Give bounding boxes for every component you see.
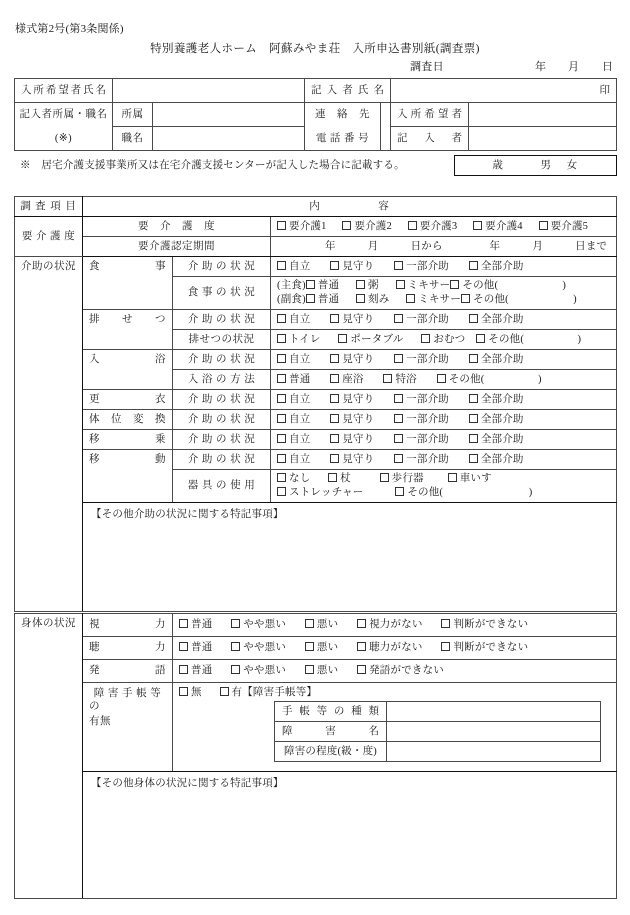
col-header-content: 内 容 bbox=[83, 197, 617, 217]
bathing-method-1: 普通 bbox=[289, 373, 311, 385]
row-label-bathing-cont bbox=[83, 370, 173, 390]
staple-prefix: (主食) bbox=[277, 279, 306, 291]
table-row bbox=[15, 350, 617, 370]
footnote-text: ※ 居宅介護支援事業所又は在宅介護支援センターが記入した場合に記載する。 bbox=[20, 159, 405, 171]
side-opt-4: その他( ) bbox=[473, 294, 577, 305]
position-label: 職名 bbox=[113, 127, 153, 151]
bathing-method-2: 座浴 bbox=[342, 373, 364, 385]
checkbox-care3[interactable] bbox=[408, 221, 417, 230]
form-number: 様式第2号(第3条関係) bbox=[15, 23, 124, 35]
bathing-method-4: その他( ) bbox=[448, 373, 542, 385]
table-row bbox=[15, 197, 617, 217]
table-row bbox=[15, 450, 617, 470]
excretion-status-label: 介 助 の 状 況 bbox=[173, 310, 271, 330]
checkbox-repositioning-independent[interactable] bbox=[277, 414, 286, 423]
checkbox-equip-cane[interactable] bbox=[328, 473, 337, 482]
bathing-assistance-options[interactable] bbox=[271, 350, 617, 370]
excretion-condition-label: 排せつの状況 bbox=[173, 330, 271, 350]
checkbox-diaper[interactable] bbox=[421, 334, 430, 343]
speech-opt-3: 悪い bbox=[316, 665, 339, 677]
writer-affiliation-label: 記入者所属・職名 bbox=[15, 103, 113, 127]
checkbox-meal-watch[interactable] bbox=[330, 261, 339, 270]
transfer-opt-2: 見守り bbox=[342, 433, 375, 445]
vision-opt-1: 普通 bbox=[191, 619, 213, 631]
equip-opt-4: 車いす bbox=[459, 472, 492, 484]
care-level-row-label: 要 介 護 度 bbox=[83, 217, 271, 237]
disability-degree-label: 障害の程度(級・度) bbox=[275, 742, 387, 762]
checkbox-vision-bad[interactable] bbox=[305, 619, 314, 628]
row-label-hearing: 聴 力 bbox=[83, 637, 173, 660]
contact-writer-label: 記 入 者 bbox=[391, 127, 469, 151]
row-label-speech: 発 語 bbox=[83, 660, 173, 683]
checkbox-excretion-full[interactable] bbox=[469, 314, 478, 323]
staple-food-line[interactable] bbox=[277, 279, 616, 293]
checkbox-disability-has[interactable] bbox=[220, 687, 229, 696]
checkbox-staple-mixer[interactable] bbox=[396, 280, 405, 289]
contact-spacer-2 bbox=[381, 127, 391, 151]
transfer-opt-3: 一部介助 bbox=[406, 433, 449, 445]
survey-date-label: 調査日 bbox=[410, 61, 444, 73]
checkbox-excretion-other[interactable] bbox=[476, 334, 485, 343]
survey-main-table bbox=[14, 196, 617, 612]
excretion-cond-4: その他( ) bbox=[488, 333, 582, 345]
checkbox-staple-other[interactable] bbox=[450, 280, 459, 289]
checkbox-transfer-full[interactable] bbox=[469, 434, 478, 443]
vision-options[interactable] bbox=[173, 614, 617, 637]
vision-opt-3: 悪い bbox=[316, 619, 339, 631]
female-label: 女 bbox=[566, 159, 578, 171]
mobility-status-label: 介 助 の 状 況 bbox=[173, 450, 271, 470]
excretion-cond-1: トイレ bbox=[289, 333, 321, 345]
staple-opt-4: その他( ) bbox=[462, 279, 567, 291]
col-header-item: 調 査 項 目 bbox=[15, 197, 83, 217]
checkbox-equip-walker[interactable] bbox=[380, 473, 389, 482]
checkbox-meal-independent[interactable] bbox=[277, 261, 286, 270]
checkbox-excretion-watch[interactable] bbox=[330, 314, 339, 323]
side-opt-2: 刻み bbox=[368, 294, 390, 305]
meal-condition-options[interactable] bbox=[271, 277, 617, 310]
transfer-assistance-options[interactable] bbox=[271, 430, 617, 450]
mobility-opt-4: 全部介助 bbox=[480, 453, 524, 465]
section-physical: 身体の状況 bbox=[15, 614, 83, 899]
checkbox-hearing-undetermined[interactable] bbox=[441, 642, 450, 651]
side-food-line[interactable] bbox=[277, 293, 616, 307]
contact-applicant-label: 入所希望者 bbox=[391, 103, 469, 127]
equipment-line-1[interactable] bbox=[277, 472, 616, 486]
checkbox-speech-normal[interactable] bbox=[179, 665, 188, 674]
equipment-options[interactable] bbox=[271, 470, 617, 503]
dressing-assistance-options[interactable] bbox=[271, 390, 617, 410]
checkbox-mobility-full[interactable] bbox=[469, 454, 478, 463]
checkbox-meal-full[interactable] bbox=[469, 261, 478, 270]
row-label-repositioning: 体 位 変 換 bbox=[83, 410, 173, 430]
checkbox-vision-slightly-bad[interactable] bbox=[231, 619, 240, 628]
table-row bbox=[275, 722, 601, 742]
checkbox-speech-none[interactable] bbox=[357, 665, 366, 674]
checkbox-equip-none[interactable] bbox=[277, 473, 286, 482]
checkbox-side-mixer[interactable] bbox=[406, 294, 415, 303]
table-row bbox=[15, 430, 617, 450]
transfer-status-label: 介 助 の 状 況 bbox=[173, 430, 271, 450]
position-field[interactable] bbox=[153, 127, 305, 151]
table-row bbox=[15, 310, 617, 330]
meal-assistance-options[interactable] bbox=[271, 257, 617, 277]
checkbox-bathing-independent[interactable] bbox=[277, 354, 286, 363]
age-label: 歳 bbox=[492, 159, 504, 171]
checkbox-vision-undetermined[interactable] bbox=[441, 619, 450, 628]
checkbox-hearing-normal[interactable] bbox=[179, 642, 188, 651]
male-label: 男 bbox=[540, 159, 552, 171]
disability-label-line1: 障 害 手 帳 等 の bbox=[89, 688, 162, 713]
contact-spacer bbox=[381, 103, 391, 127]
checkbox-bathing-partial[interactable] bbox=[394, 354, 403, 363]
meal-opt-2: 見守り bbox=[342, 260, 375, 272]
checkbox-speech-slightly-bad[interactable] bbox=[231, 665, 240, 674]
page-title: 特別養護老人ホーム 阿蘇みやま荘 入所申込書別紙(調査票) bbox=[150, 43, 480, 55]
transfer-opt-1: 自立 bbox=[289, 433, 311, 445]
dressing-opt-3: 一部介助 bbox=[406, 393, 449, 405]
equip-opt-1: なし bbox=[289, 472, 311, 484]
table-row bbox=[15, 79, 617, 103]
affiliation-label: 所属 bbox=[113, 103, 153, 127]
repositioning-opt-3: 一部介助 bbox=[406, 413, 449, 425]
table-row bbox=[15, 614, 617, 637]
row-label-transfer: 移 乗 bbox=[83, 430, 173, 450]
repositioning-opt-4: 全部介助 bbox=[480, 413, 524, 425]
checkbox-hearing-none[interactable] bbox=[357, 642, 366, 651]
disability-type-field[interactable] bbox=[387, 702, 601, 722]
survey-date-month: 月 bbox=[568, 61, 579, 73]
meal-opt-1: 自立 bbox=[289, 260, 311, 272]
checkbox-dressing-full[interactable] bbox=[469, 394, 478, 403]
disability-label-line2: 有無 bbox=[89, 716, 111, 728]
checkbox-staple-porridge[interactable] bbox=[356, 280, 365, 289]
side-prefix: (副食) bbox=[277, 294, 306, 305]
speech-opt-2: やや悪い bbox=[243, 665, 287, 677]
excretion-condition-options[interactable] bbox=[271, 330, 617, 350]
checkbox-transfer-watch[interactable] bbox=[330, 434, 339, 443]
table-row bbox=[15, 410, 617, 430]
equip-opt-5: ストレッチャー bbox=[289, 487, 364, 498]
hearing-options[interactable] bbox=[173, 637, 617, 660]
disability-type-label: 手 帳 等 の 種 類 bbox=[275, 702, 387, 722]
table-row bbox=[15, 470, 617, 503]
table-row bbox=[15, 772, 617, 899]
bathing-method-label: 入 浴 の 方 法 bbox=[173, 370, 271, 390]
assistance-notes-box[interactable]: 【その他介助の状況に関する特記事項】 bbox=[83, 503, 617, 612]
care-level-options[interactable] bbox=[271, 217, 617, 237]
vision-opt-2: やや悪い bbox=[243, 619, 287, 631]
bathing-status-label: 介 助 の 状 況 bbox=[173, 350, 271, 370]
contact-label-line1: 連 絡 先 bbox=[305, 103, 381, 127]
excretion-cond-3: おむつ bbox=[433, 333, 466, 345]
checkbox-mobility-independent[interactable] bbox=[277, 454, 286, 463]
disability-opt-has: 有【障害手帳等】 bbox=[231, 687, 318, 698]
bathing-opt-1: 自立 bbox=[289, 353, 311, 365]
row-label-disability bbox=[83, 683, 173, 772]
checkbox-vision-none[interactable] bbox=[357, 619, 366, 628]
row-label-mobility: 移 動 bbox=[83, 450, 173, 470]
table-row bbox=[15, 330, 617, 350]
applicant-header-table bbox=[14, 78, 617, 151]
meal-status-label: 介 助 の 状 況 bbox=[173, 257, 271, 277]
vision-opt-4: 視力がない bbox=[369, 619, 423, 631]
table-row bbox=[15, 277, 617, 310]
checkbox-hearing-bad[interactable] bbox=[305, 642, 314, 651]
checkbox-care4[interactable] bbox=[473, 221, 482, 230]
checkbox-disability-none[interactable] bbox=[179, 687, 188, 696]
checkbox-repositioning-full[interactable] bbox=[469, 414, 478, 423]
row-label-bathing: 入 浴 bbox=[83, 350, 173, 370]
mobility-opt-3: 一部介助 bbox=[406, 453, 449, 465]
applicant-name-label: 入所希望者氏名 bbox=[15, 79, 113, 103]
speech-options[interactable] bbox=[173, 660, 617, 683]
hearing-opt-1: 普通 bbox=[191, 642, 213, 654]
checkbox-dressing-independent[interactable] bbox=[277, 394, 286, 403]
table-row bbox=[15, 127, 617, 151]
care-level-option-3: 要介護3 bbox=[419, 220, 458, 232]
checkbox-hearing-slightly-bad[interactable] bbox=[231, 642, 240, 651]
vision-opt-5: 判断ができない bbox=[453, 619, 529, 631]
repositioning-opt-1: 自立 bbox=[289, 413, 311, 425]
checkbox-side-other[interactable] bbox=[461, 294, 470, 303]
checkbox-excretion-partial[interactable] bbox=[394, 314, 403, 323]
bathing-opt-2: 見守り bbox=[342, 353, 375, 365]
bathing-method-3: 特浴 bbox=[395, 373, 417, 385]
checkbox-repositioning-partial[interactable] bbox=[394, 414, 403, 423]
checkbox-vision-normal[interactable] bbox=[179, 619, 188, 628]
checkbox-care5[interactable] bbox=[539, 221, 548, 230]
staple-opt-2: 粥 bbox=[368, 279, 379, 291]
table-row bbox=[275, 702, 601, 722]
checkbox-dressing-partial[interactable] bbox=[394, 394, 403, 403]
excretion-opt-4: 全部介助 bbox=[480, 313, 524, 325]
care-period-field[interactable] bbox=[271, 237, 617, 257]
side-opt-3: ミキサー bbox=[418, 294, 462, 305]
dressing-opt-2: 見守り bbox=[342, 393, 375, 405]
hearing-opt-3: 悪い bbox=[316, 642, 339, 654]
care-level-option-5: 要介護5 bbox=[550, 220, 589, 232]
dressing-status-label: 介 助 の 状 況 bbox=[173, 390, 271, 410]
repositioning-assistance-options[interactable] bbox=[271, 410, 617, 430]
excretion-cond-2: ポータブル bbox=[350, 333, 404, 345]
care-level-option-2: 要介護2 bbox=[354, 220, 392, 232]
row-label-excretion: 排 せ つ bbox=[83, 310, 173, 330]
age-gender-box[interactable] bbox=[454, 156, 616, 176]
speech-opt-4: 発語ができない bbox=[369, 665, 445, 677]
equip-opt-6: その他( ) bbox=[407, 487, 533, 498]
meal-condition-label: 食 事 の 状 況 bbox=[173, 277, 271, 310]
hearing-opt-2: やや悪い bbox=[243, 642, 287, 654]
care-level-option-4: 要介護4 bbox=[485, 220, 523, 232]
transfer-opt-4: 全部介助 bbox=[480, 433, 524, 445]
affiliation-field[interactable] bbox=[153, 103, 305, 127]
bathing-opt-4: 全部介助 bbox=[480, 353, 524, 365]
disability-opt-none: 無 bbox=[191, 687, 202, 698]
disability-detail-table bbox=[274, 701, 601, 762]
table-row bbox=[15, 370, 617, 390]
survey-date-year: 年 bbox=[535, 61, 546, 73]
bathing-method-options[interactable] bbox=[271, 370, 617, 390]
table-row bbox=[14, 156, 616, 176]
row-label-vision: 視 力 bbox=[83, 614, 173, 637]
meal-opt-4: 全部介助 bbox=[480, 260, 524, 272]
checkbox-bathing-watch[interactable] bbox=[330, 354, 339, 363]
repositioning-status-label: 介 助 の 状 況 bbox=[173, 410, 271, 430]
table-row bbox=[15, 103, 617, 127]
table-row bbox=[15, 390, 617, 410]
meal-opt-3: 一部介助 bbox=[406, 260, 449, 272]
contact-applicant-field[interactable] bbox=[469, 103, 617, 127]
table-row bbox=[275, 742, 601, 762]
mobility-opt-1: 自立 bbox=[289, 453, 311, 465]
repositioning-opt-2: 見守り bbox=[342, 413, 375, 425]
writer-affiliation-sub: (※) bbox=[15, 127, 113, 151]
checkbox-bath-other[interactable] bbox=[437, 374, 446, 383]
row-label-mobility-cont bbox=[83, 470, 173, 503]
excretion-assistance-options[interactable] bbox=[271, 310, 617, 330]
staple-opt-1: 普通 bbox=[317, 279, 340, 291]
disability-name-label: 障 害 名 bbox=[275, 722, 387, 742]
contact-writer-field[interactable] bbox=[469, 127, 617, 151]
excretion-opt-1: 自立 bbox=[289, 313, 311, 325]
section-care-level: 要 介 護 度 bbox=[15, 217, 83, 257]
excretion-opt-3: 一部介助 bbox=[406, 313, 449, 325]
survey-date-day: 日 bbox=[602, 61, 613, 73]
checkbox-bath-special[interactable] bbox=[383, 374, 392, 383]
physical-notes-box[interactable]: 【その他身体の状況に関する特記事項】 bbox=[83, 772, 617, 899]
care-period-from: 年 月 日から bbox=[325, 240, 443, 252]
equipment-line-2[interactable] bbox=[277, 486, 616, 500]
equip-opt-2: 杖 bbox=[340, 472, 351, 484]
checkbox-staple-normal[interactable] bbox=[306, 280, 315, 289]
note-row-table bbox=[14, 155, 617, 176]
checkbox-dressing-watch[interactable] bbox=[330, 394, 339, 403]
writer-name-field[interactable]: 印 bbox=[391, 79, 617, 103]
row-label-dressing: 更 衣 bbox=[83, 390, 173, 410]
row-label-meal-cont bbox=[83, 277, 173, 310]
checkbox-speech-bad[interactable] bbox=[305, 665, 314, 674]
side-opt-1: 普通 bbox=[317, 294, 340, 305]
checkbox-toilet[interactable] bbox=[277, 334, 286, 343]
equip-opt-3: 歩行器 bbox=[391, 472, 424, 484]
checkbox-care1[interactable] bbox=[277, 221, 286, 230]
mobility-opt-2: 見守り bbox=[342, 453, 375, 465]
row-label-excretion-cont bbox=[83, 330, 173, 350]
speech-opt-1: 普通 bbox=[191, 665, 213, 677]
disability-degree-field[interactable] bbox=[387, 742, 601, 762]
care-period-to: 年 月 日まで bbox=[489, 240, 608, 252]
checkbox-care2[interactable] bbox=[342, 221, 351, 230]
applicant-name-field[interactable] bbox=[113, 79, 305, 103]
table-row bbox=[15, 637, 617, 660]
checkbox-transfer-partial[interactable] bbox=[394, 434, 403, 443]
care-level-option-1: 要介護1 bbox=[289, 220, 327, 232]
checkbox-repositioning-watch[interactable] bbox=[330, 414, 339, 423]
checkbox-bath-sitting[interactable] bbox=[330, 374, 339, 383]
checkbox-bath-normal[interactable] bbox=[277, 374, 286, 383]
checkbox-side-normal[interactable] bbox=[306, 294, 315, 303]
checkbox-equip-wheelchair[interactable] bbox=[448, 473, 457, 482]
dressing-opt-4: 全部介助 bbox=[480, 393, 524, 405]
checkbox-mobility-watch[interactable] bbox=[330, 454, 339, 463]
checkbox-transfer-independent[interactable] bbox=[277, 434, 286, 443]
checkbox-excretion-independent[interactable] bbox=[277, 314, 286, 323]
section-assistance: 介助の状況 bbox=[15, 257, 83, 612]
row-label-meal: 食 事 bbox=[83, 257, 173, 277]
checkbox-equip-stretcher[interactable] bbox=[277, 487, 286, 496]
checkbox-side-chopped[interactable] bbox=[356, 294, 365, 303]
excretion-opt-2: 見守り bbox=[342, 313, 375, 325]
checkbox-meal-partial[interactable] bbox=[394, 261, 403, 270]
checkbox-equip-other[interactable] bbox=[395, 487, 404, 496]
hearing-opt-5: 判断ができない bbox=[453, 642, 529, 654]
writer-name-label: 記入者氏名 bbox=[305, 79, 391, 103]
checkbox-bathing-full[interactable] bbox=[469, 354, 478, 363]
dressing-opt-1: 自立 bbox=[289, 393, 311, 405]
equipment-label: 器 具 の 使 用 bbox=[173, 470, 271, 503]
table-row bbox=[15, 217, 617, 237]
care-period-label: 要介護認定期間 bbox=[83, 237, 271, 257]
bathing-opt-3: 一部介助 bbox=[406, 353, 449, 365]
mobility-assistance-options[interactable] bbox=[271, 450, 617, 470]
checkbox-mobility-partial[interactable] bbox=[394, 454, 403, 463]
table-row bbox=[15, 237, 617, 257]
checkbox-portable[interactable] bbox=[338, 334, 347, 343]
contact-label-line2: 電 話 番 号 bbox=[305, 127, 381, 151]
table-row bbox=[15, 660, 617, 683]
disability-name-field[interactable] bbox=[387, 722, 601, 742]
staple-opt-3: ミキサー bbox=[407, 279, 451, 291]
table-row bbox=[15, 257, 617, 277]
hearing-opt-4: 聴力がない bbox=[369, 642, 423, 654]
table-row bbox=[15, 503, 617, 612]
